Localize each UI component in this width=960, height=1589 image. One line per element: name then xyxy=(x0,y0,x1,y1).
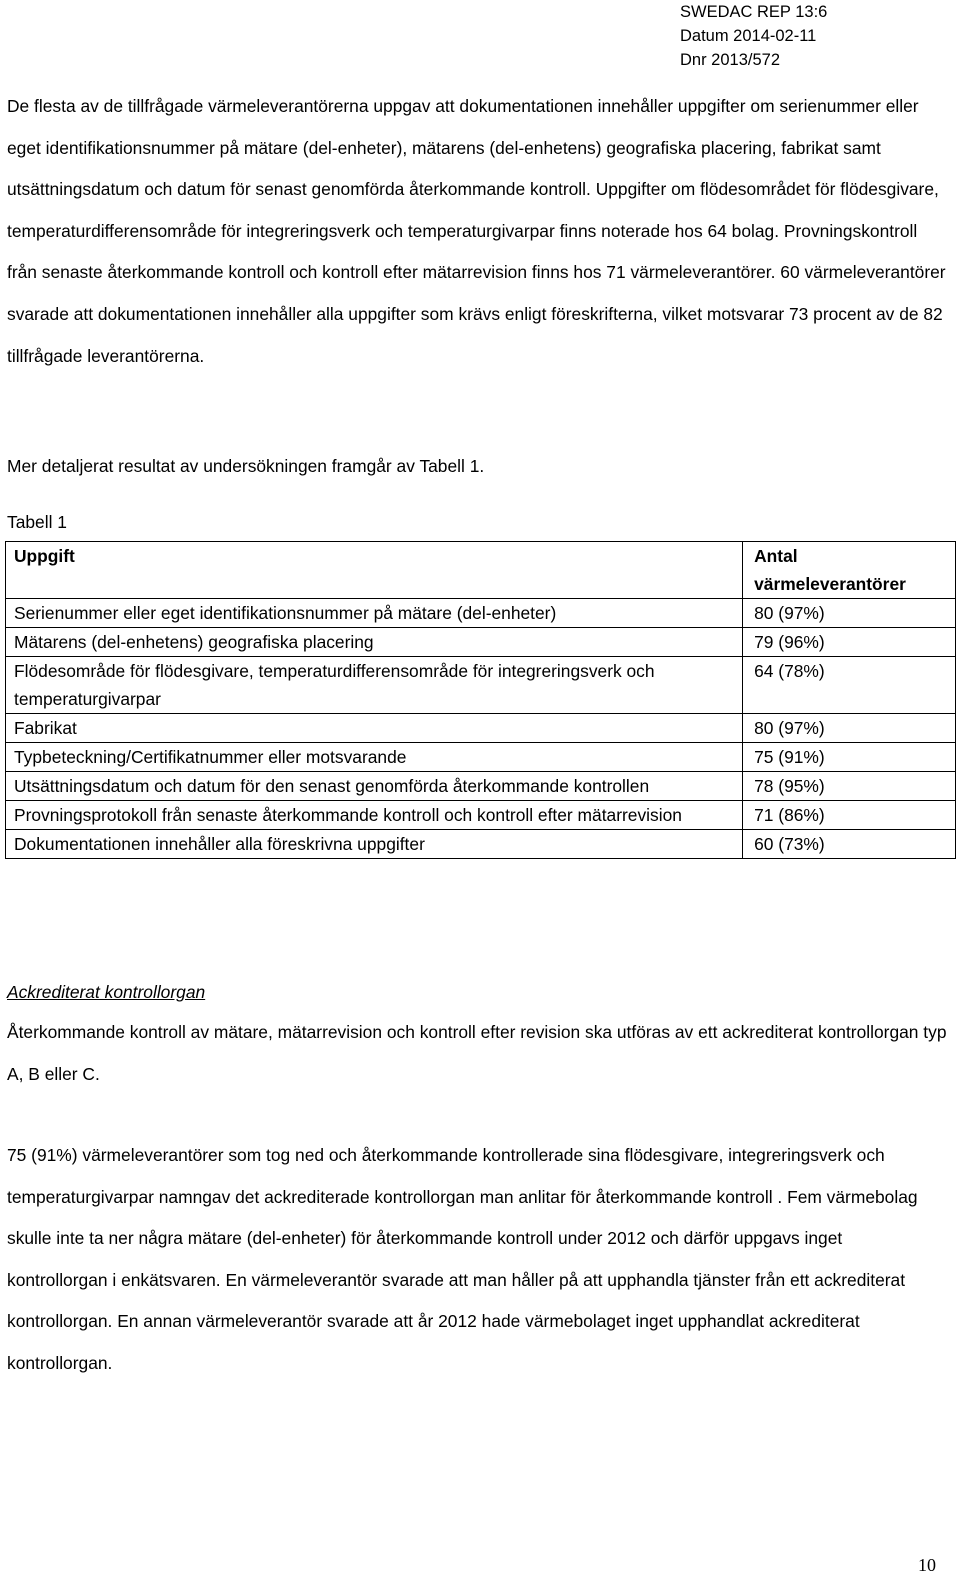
report-id: SWEDAC REP 13:6 xyxy=(680,3,828,21)
row-label: Provningsprotokoll från senaste återkommande kontroll och kontroll efter mätarrevision xyxy=(6,801,743,830)
report-dnr: Dnr 2013/572 xyxy=(680,51,780,69)
header-antal-line2: värmeleverantörer xyxy=(754,574,906,594)
section-paragraph-2 xyxy=(7,1135,947,1385)
row-label: Typbeteckning/Certifikatnummer eller motsvarande xyxy=(6,743,743,772)
header-uppgift: Uppgift xyxy=(6,542,743,599)
row-label: Utsättningsdatum och datum för den senast genomförda återkommande kontrollen xyxy=(6,772,743,801)
row-value: 80 (97%) xyxy=(743,714,956,743)
header-antal xyxy=(743,542,956,599)
table-row xyxy=(6,657,956,714)
table-row xyxy=(6,714,956,743)
document-header xyxy=(680,0,950,72)
section-text-1: Återkommande kontroll av mätare, mätarrevision och kontroll efter revision ska utföras av ett ackrediterat kontrollorgan typ A, B eller C. xyxy=(7,1022,947,1084)
row-value: 60 (73%) xyxy=(743,830,956,859)
row-label: Serienummer eller eget identifikationsnummer på mätare (del-enheter) xyxy=(6,599,743,628)
row-value: 80 (97%) xyxy=(743,599,956,628)
table-header-row xyxy=(6,542,956,599)
table-row xyxy=(6,801,956,830)
intro-paragraph xyxy=(7,86,947,377)
row-label: Fabrikat xyxy=(6,714,743,743)
detail-sentence: Mer detaljerat resultat av undersökningen framgår av Tabell 1. xyxy=(7,456,485,476)
row-value: 79 (96%) xyxy=(743,628,956,657)
report-date: Datum 2014-02-11 xyxy=(680,27,817,45)
table-row xyxy=(6,743,956,772)
intro-text: De flesta av de tillfrågade värmeleverantörerna uppgav att dokumentationen innehåller uppgifter om serienummer eller eget identifikationsnummer på mätare (del-enheter), mätarens (del-enhetens) geografiska placering, fabrikat samt utsättningsdatum och datum för senast genomförda återkommande kontroll. Uppgifter om flödesområdet för flödesgivare, temperaturdifferensområde för integreringsverk och temperaturgivarpar finns noterade hos 64 bolag. Provningskontroll från senaste återkommande kontroll och kontroll efter mätarrevision finns hos 71 värmeleverantörer. 60 värmeleverantörer svarade att dokumentationen innehåller alla uppgifter som krävs enligt föreskrifterna, vilket motsvarar 73 procent av de 82 tillfrågade leverantörerna. xyxy=(7,96,946,366)
section-paragraph-1 xyxy=(7,1012,947,1095)
table-caption: Tabell 1 xyxy=(7,512,67,532)
table-row xyxy=(6,599,956,628)
row-label: Dokumentationen innehåller alla föreskrivna uppgifter xyxy=(6,830,743,859)
table-row xyxy=(6,772,956,801)
section-heading: Ackrediterat kontrollorgan xyxy=(7,982,206,1002)
page-number: 10 xyxy=(918,1555,936,1575)
row-value: 64 (78%) xyxy=(743,657,956,714)
table-row xyxy=(6,830,956,859)
header-antal-line1: Antal xyxy=(754,546,798,566)
row-value: 71 (86%) xyxy=(743,801,956,830)
results-table xyxy=(5,541,956,859)
row-value: 78 (95%) xyxy=(743,772,956,801)
row-label: Flödesområde för flödesgivare, temperaturdifferensområde för integreringsverk och temperaturgivarpar xyxy=(6,657,743,714)
section-text-2: 75 (91%) värmeleverantörer som tog ned och återkommande kontrollerade sina flödesgivare, integreringsverk och temperaturgivarpar namngav det ackrediterade kontrollorgan man anlitar för återkommande kontroll . Fem värmebolag skulle inte ta ner några mätare (del-enheter) för återkommande kontroll under 2012 och därför uppgavs inget kontrollorgan i enkätsvaren. En värmeleverantör svarade att man håller på att upphandla tjänster från ett ackrediterat kontrollorgan. En annan värmeleverantör svarade att år 2012 hade värmebolaget inget upphandlat ackrediterat kontrollorgan. xyxy=(7,1145,918,1373)
row-value: 75 (91%) xyxy=(743,743,956,772)
table-row xyxy=(6,628,956,657)
row-label: Mätarens (del-enhetens) geografiska placering xyxy=(6,628,743,657)
